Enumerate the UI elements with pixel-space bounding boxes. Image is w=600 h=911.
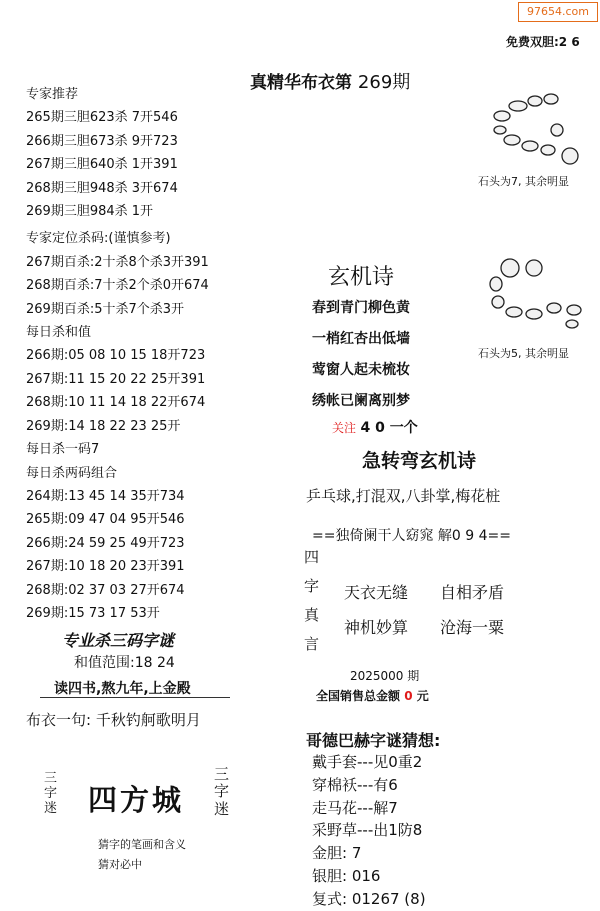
page-title-main: 真精华布衣第 (250, 73, 352, 93)
position-row: 268期百杀:7十杀2个杀0开674 (26, 278, 209, 294)
stone-note-2: 石头为5, 其余明显 (478, 347, 569, 360)
slogan-underline (40, 697, 230, 698)
kill-two-row: 265期:09 47 04 95开546 (26, 512, 185, 528)
three-char-label-left: 三 字 迷 (44, 771, 58, 816)
position-row: 269期百杀:5十杀7个杀3开 (26, 301, 185, 317)
position-title: 专家定位杀码:(谨慎参考) (26, 231, 171, 247)
three-char-label-right: 三 字 迷 (214, 765, 230, 818)
poem-lines (312, 293, 410, 417)
goldbach-row: 采野草---出1防8 (312, 821, 423, 840)
poem-title: 玄机诗 (328, 265, 395, 290)
sales-unit: 元 (416, 689, 429, 703)
kill-two-row: 267期:10 18 20 23开391 (26, 559, 185, 575)
position-row: 267期百杀:2十杀8个杀3开391 (26, 254, 209, 270)
kill-two-row: 264期:13 45 14 35开734 (26, 488, 185, 504)
buyi-line: 布衣一句: 千秋钓舸歌明月 (26, 711, 201, 729)
four-word-4: 沧海一粟 (440, 618, 505, 637)
follow-prefix: 关注 (332, 421, 357, 435)
expert-title: 专家推荐 (26, 87, 79, 102)
stones-drawing-1 (488, 88, 588, 172)
riddle-title: 专业杀三码字谜 (62, 631, 175, 650)
poem-line: 春到青门柳色黄 (312, 300, 410, 316)
expert-row: 266期三胆673杀 9开723 (26, 133, 178, 149)
hint-line-1: 猜字的笔画和含义 (98, 838, 186, 851)
left-column (26, 83, 209, 625)
expert-row: 269期三胆984杀 1开 (26, 204, 154, 220)
goldbach-row: 穿棉袄---有6 (312, 775, 398, 794)
site-watermark: 97654.com (518, 2, 598, 22)
turn-line: 乒乓球,打混双,八卦掌,梅花桩 (306, 487, 501, 505)
sum-row: 269期:14 18 22 23 25开 (26, 418, 181, 434)
sum-title: 每日杀和值 (26, 325, 92, 341)
sum-range: 和值范围:18 24 (74, 655, 175, 671)
sales-line (316, 687, 429, 704)
four-word-3: 神机妙算 (344, 618, 409, 637)
goldbach-list (312, 751, 426, 911)
slogan: 读四书,熬九年,上金殿 (54, 681, 191, 697)
expert-row: 267期三胆640杀 1开391 (26, 157, 178, 173)
poem-line: 莺窗人起未梳妆 (312, 362, 410, 378)
follow-line (332, 417, 418, 437)
kill-two-row: 268期:02 37 03 27开674 (26, 582, 185, 598)
period-2025: 2025000 期 (350, 669, 420, 683)
goldbach-title: 哥德巴赫字谜猜想: (306, 731, 441, 750)
expert-row: 268期三胆948杀 3开674 (26, 180, 178, 196)
stones-drawing-2 (486, 256, 588, 334)
turn-title: 急转弯玄机诗 (362, 450, 477, 472)
page-title-issue: 269期 (357, 72, 411, 93)
solve-line: ==独倚阑干人窈窕 解0 9 4== (312, 528, 511, 544)
goldbach-row: 走马花---解7 (312, 798, 398, 817)
hint-line-2: 猜对必中 (98, 858, 142, 871)
free-double-text: 免费双胆:2 6 (506, 35, 580, 49)
kill-two-row: 269期:15 73 17 53开 (26, 605, 160, 621)
goldbach-row: 金胆: 7 (312, 844, 362, 863)
sum-row: 267期:11 15 20 22 25开391 (26, 371, 206, 387)
four-word-1: 天衣无缝 (344, 583, 409, 602)
vertical-title: 四 字 真 言 (304, 548, 320, 653)
poem-line: 一梢红杏出低墙 (312, 331, 410, 347)
sum-row: 266期:05 08 10 15 18开723 (26, 348, 206, 364)
sales-value: 0 (404, 689, 413, 703)
four-word-2: 自相矛盾 (440, 583, 505, 602)
sum-row: 268期:10 11 14 18 22开674 (26, 395, 206, 411)
goldbach-row: 银胆: 016 (312, 866, 381, 885)
kill-two-title: 每日杀两码组合 (26, 465, 118, 481)
goldbach-row: 戴手套---见0重2 (312, 753, 423, 771)
follow-rest: 4 0 一个 (360, 420, 418, 436)
goldbach-row: 复式: 01267 (8) (312, 889, 426, 908)
expert-row: 265期三胆623杀 7开546 (26, 110, 178, 126)
kill-two-row: 266期:24 59 25 49开723 (26, 535, 185, 551)
page-title (250, 68, 410, 94)
sales-prefix: 全国销售总金额 (316, 689, 401, 703)
poem-line: 绣帐已阑离别梦 (312, 393, 410, 409)
stone-note-1: 石头为7, 其余明显 (478, 175, 569, 188)
kill-one-text: 每日杀一码7 (26, 442, 100, 458)
sifang-riddle: 四方城 (88, 783, 185, 817)
